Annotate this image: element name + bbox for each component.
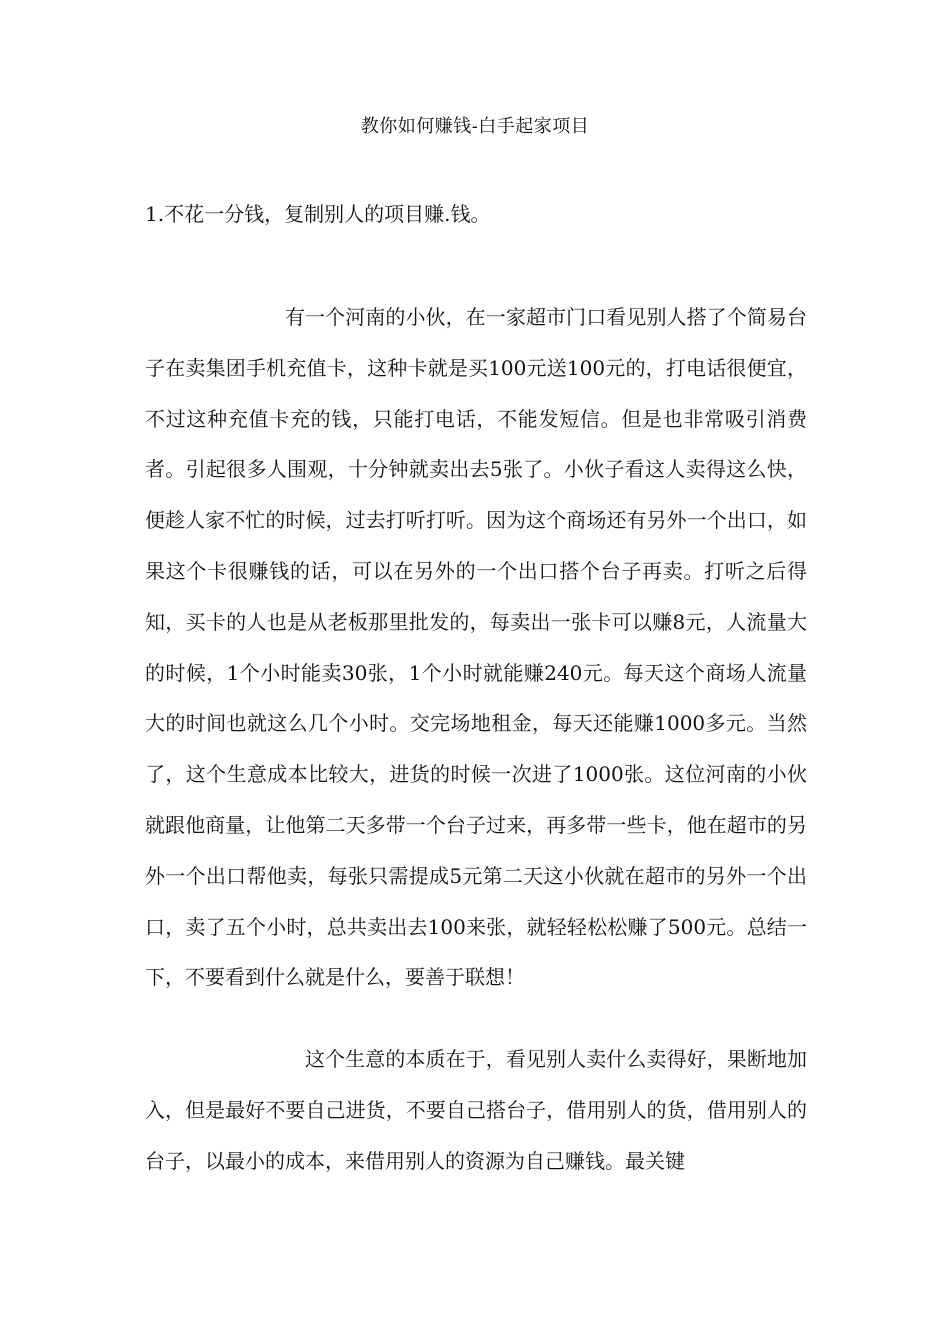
document-title: 教你如何赚钱-白手起家项目 xyxy=(360,116,590,137)
body-paragraph-2: 这个生意的本质在于，看见别人卖什么卖得好，果断地加入，但是最好不要自己进货，不要自己搭台子，借用别人的货，借用别人的台子，以最小的成本，来借用别人的资源为自己赚钱。最关键 xyxy=(145,1047,807,1173)
section-heading: 1.不花一分钱，复制别人的项目赚.钱。 xyxy=(145,202,491,226)
body-paragraph-1: 有一个河南的小伙，在一家超市门口看见别人搭了个简易台子在卖集团手机充值卡，这种卡就是买100元送100元的，打电话很便宜，不过这种充值卡充的钱，只能打电话，不能发短信。但是也非常吸引消费者。引起很多人围观，十分钟就卖出去5张了。小伙子看这人卖得这么快，便趁人家不忙的时候，过去打听打听。因为这个商场还有另外一个出口，如果这个卡很赚钱的话，可以在另外的一个出口搭个台子再卖。打听之后得知，买卡的人也是从老板那里批发的，每卖出一张卡可以赚8元，人流量大的时候，1个小时能卖30张，1个小时就能赚240元。每天这个商场人流量大的时间也就这么几个小时。交完场地租金，每天还能赚1000多元。当然了，这个生意成本比较大，进货的时候一次进了1000张。这位河南的小伙就跟他商量，让他第二天多带一个台子过来，再多带一些卡，他在超市的另外一个出口帮他卖，每张只需提成5元第二天这小伙就在超市的另外一个出口，卖了五个小时，总共卖出去100来张，就轻轻松松赚了500元。总结一下，不要看到什么就是什么，要善于联想！ xyxy=(145,305,807,990)
